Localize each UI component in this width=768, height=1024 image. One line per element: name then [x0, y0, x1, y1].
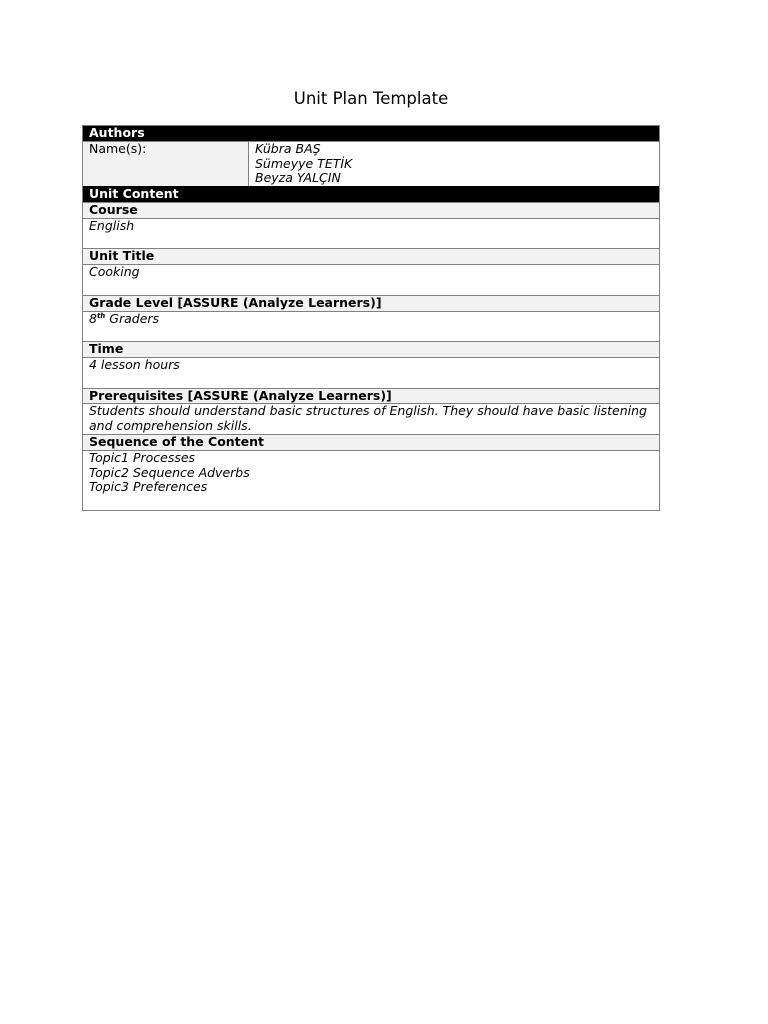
time-value: 4 lesson hours: [83, 357, 659, 388]
prerequisites-label: Prerequisites [ASSURE (Analyze Learners)]: [83, 388, 659, 404]
grade-number: 8: [89, 310, 97, 326]
time-label: Time: [83, 341, 659, 357]
authors-header: Authors: [83, 126, 659, 141]
unit-plan: [82, 89, 660, 511]
names-list: [249, 142, 659, 186]
unit-plan-table: [82, 125, 660, 511]
author-name: Sümeyye TETİK: [255, 155, 353, 171]
grade-text: Graders: [109, 310, 160, 326]
names-label: Name(s):: [83, 142, 249, 186]
grade-ordinal-suffix: th: [96, 311, 106, 320]
page-title: Unit Plan Template: [293, 89, 449, 108]
author-name: Kübra BAŞ: [255, 140, 321, 156]
prerequisites-value: Students should understand basic structures of English. They should have basic listening and comprehension skills.: [83, 403, 659, 434]
grade-level-value: [83, 311, 659, 342]
author-name: Beyza YALÇIN: [255, 170, 341, 186]
course-label: Course: [83, 202, 659, 218]
topic-item: Topic3 Preferences: [89, 479, 208, 495]
topic-item: Topic1 Processes: [89, 449, 196, 465]
names-row: [83, 141, 659, 186]
course-value: English: [83, 218, 659, 249]
topic-item: Topic2 Sequence Adverbs: [89, 464, 250, 480]
unit-title-value: Cooking: [83, 264, 659, 295]
grade-level-label: Grade Level [ASSURE (Analyze Learners)]: [83, 295, 659, 311]
unit-content-header: Unit Content: [83, 186, 659, 202]
unit-title-label: Unit Title: [83, 248, 659, 264]
sequence-topics: [83, 450, 659, 510]
sequence-label: Sequence of the Content: [83, 434, 659, 450]
